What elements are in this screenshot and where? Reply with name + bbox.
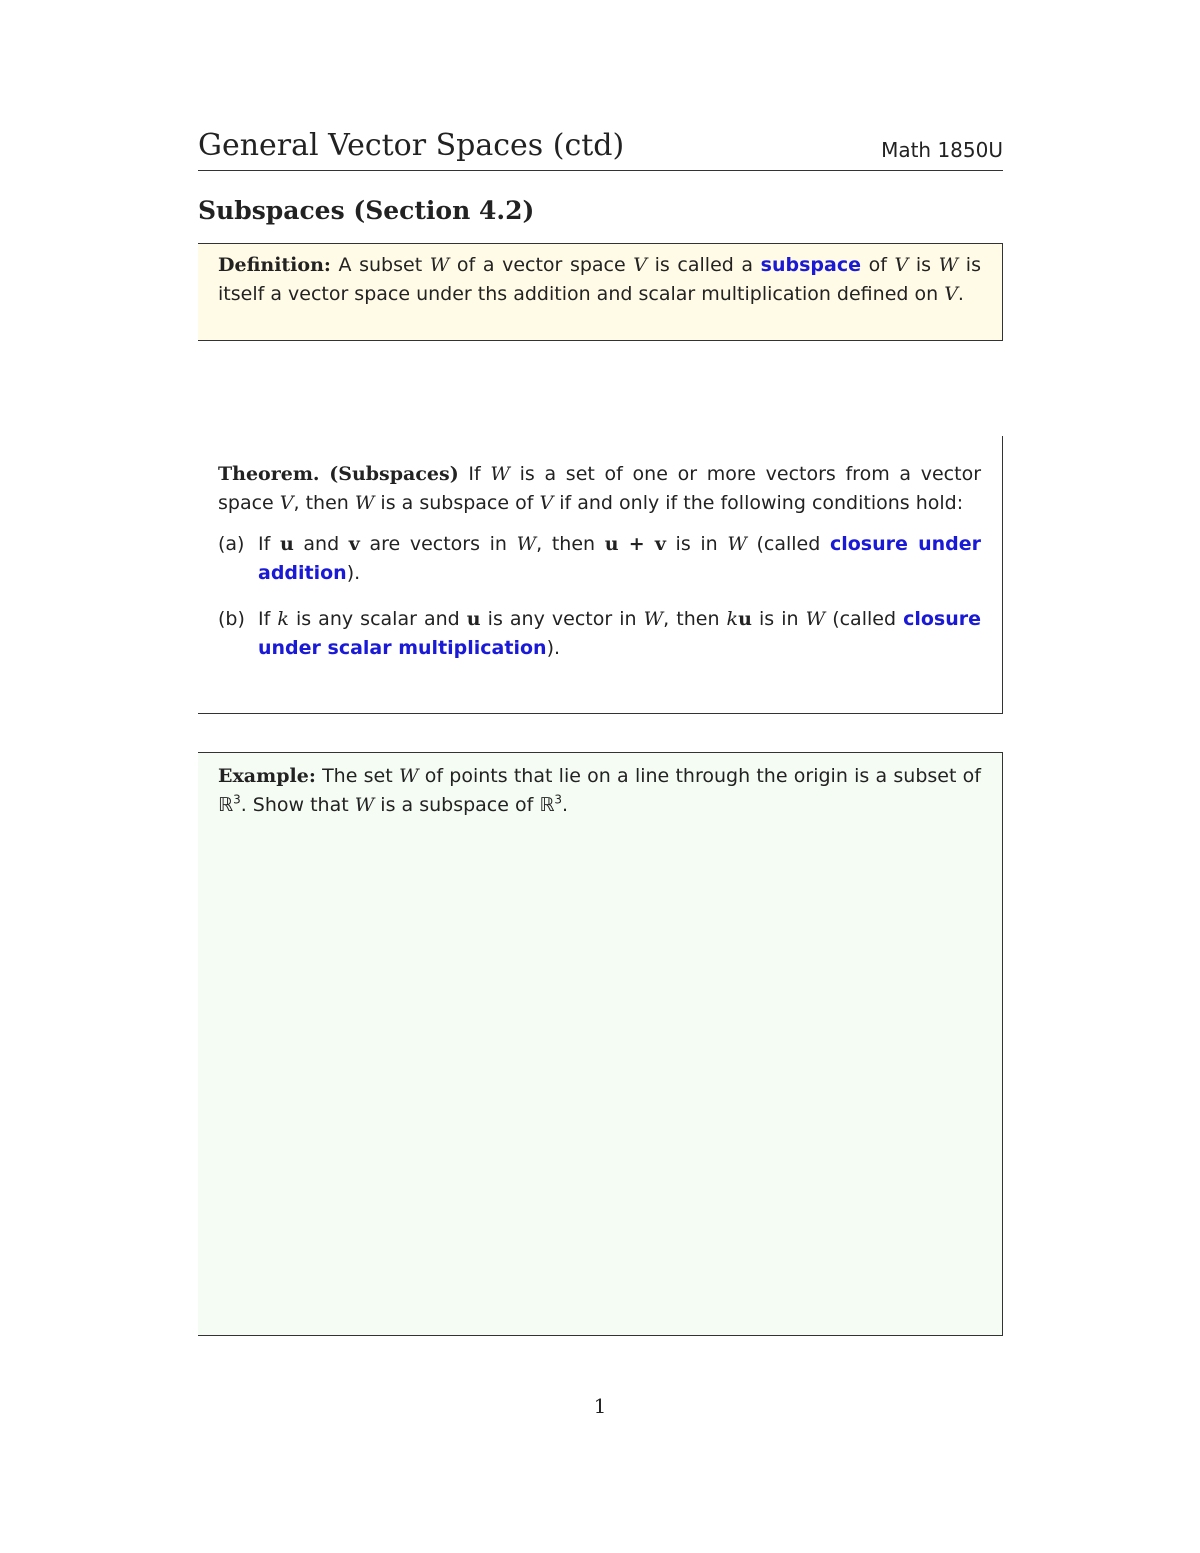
math-symbol: W xyxy=(938,254,959,276)
math-symbol: k xyxy=(277,608,289,630)
math-symbol: W xyxy=(490,463,510,485)
definition-box xyxy=(198,243,1003,341)
theorem-statement xyxy=(218,460,981,517)
example-text: of points that lie on a line through the origin is a subset of xyxy=(418,765,981,787)
condition-text: If xyxy=(258,608,278,630)
list-marker: (a) xyxy=(218,533,245,555)
condition-text: is in xyxy=(665,533,728,555)
definition-text: . xyxy=(957,282,964,305)
example-text: The set xyxy=(315,765,399,787)
theorem-box xyxy=(198,436,1003,714)
math-symbol: W xyxy=(398,765,419,787)
example-text: is a subspace of xyxy=(374,793,540,816)
math-symbol: V xyxy=(894,254,909,276)
page-title: General Vector Spaces (ctd) xyxy=(198,128,625,163)
definition-text: of xyxy=(861,254,895,276)
condition-text: is in xyxy=(751,608,806,630)
example-label: Example: xyxy=(218,765,316,787)
page-header xyxy=(198,126,1003,171)
page-number: 1 xyxy=(593,1394,607,1418)
theorem-text: if and only if the following conditions hold: xyxy=(553,491,964,514)
condition-text: are vectors in xyxy=(359,533,517,555)
condition-text: ). xyxy=(546,636,561,659)
definition-text: A subset xyxy=(330,254,430,276)
example-text: . Show that xyxy=(240,793,355,816)
math-symbol: W xyxy=(643,608,664,630)
math-vector-sum: u + v xyxy=(604,533,666,555)
math-exponent: 3 xyxy=(554,792,563,807)
math-symbol: W xyxy=(429,254,450,276)
condition-text: is any vector in xyxy=(480,608,644,630)
theorem-text: is a set of one or more vectors from a vector space xyxy=(218,463,982,514)
math-exponent: 3 xyxy=(233,792,241,807)
condition-text: , then xyxy=(536,533,605,555)
math-symbol: V xyxy=(633,254,648,276)
condition-text: , then xyxy=(663,608,727,630)
theorem-label: Theorem. xyxy=(218,463,320,485)
definition-term: subspace xyxy=(760,254,861,276)
definition-text: is called a xyxy=(647,254,761,276)
math-symbol: k xyxy=(726,608,739,630)
condition-text: (called xyxy=(746,533,830,555)
definition-label: Definition: xyxy=(218,254,331,276)
definition-text: is xyxy=(908,254,939,276)
condition-term: closure under addition xyxy=(258,533,981,584)
section-heading: Subspaces (Section 4.2) xyxy=(198,196,535,225)
condition-text: ). xyxy=(346,561,361,584)
theorem-condition-b xyxy=(218,605,981,662)
theorem-name: (Subspaces) xyxy=(329,463,459,485)
math-symbol: W xyxy=(727,533,747,555)
course-code: Math 1850U xyxy=(881,138,1003,162)
math-vector: u xyxy=(466,608,481,630)
theorem-text: , then xyxy=(293,491,355,514)
condition-term: closure under scalar multiplication xyxy=(258,608,981,659)
math-symbol: V xyxy=(539,491,554,514)
math-vector: v xyxy=(348,533,360,555)
math-real-numbers: ℝ xyxy=(539,793,555,816)
example-text: . xyxy=(562,793,569,816)
condition-text: and xyxy=(293,533,349,555)
example-box xyxy=(198,752,1003,1336)
math-vector: u xyxy=(738,608,752,630)
math-real-numbers: ℝ xyxy=(218,793,234,816)
definition-text: is itself a vector space under ths addition and scalar multiplication defined on xyxy=(218,254,981,305)
definition-text: of a vector space xyxy=(449,254,634,276)
theorem-text: If xyxy=(458,463,491,485)
math-symbol: W xyxy=(354,793,375,816)
math-symbol: W xyxy=(354,491,375,514)
condition-text: is any scalar and xyxy=(288,608,467,630)
condition-text: If xyxy=(258,533,280,555)
math-symbol: W xyxy=(516,533,537,555)
math-symbol: W xyxy=(805,608,826,630)
math-symbol: V xyxy=(279,491,294,514)
theorem-text: is a subspace of xyxy=(374,491,540,514)
theorem-condition-a xyxy=(218,530,981,587)
math-vector: u xyxy=(279,533,294,555)
list-marker: (b) xyxy=(218,608,245,630)
math-symbol: V xyxy=(944,282,958,305)
condition-text: (called xyxy=(825,608,904,630)
